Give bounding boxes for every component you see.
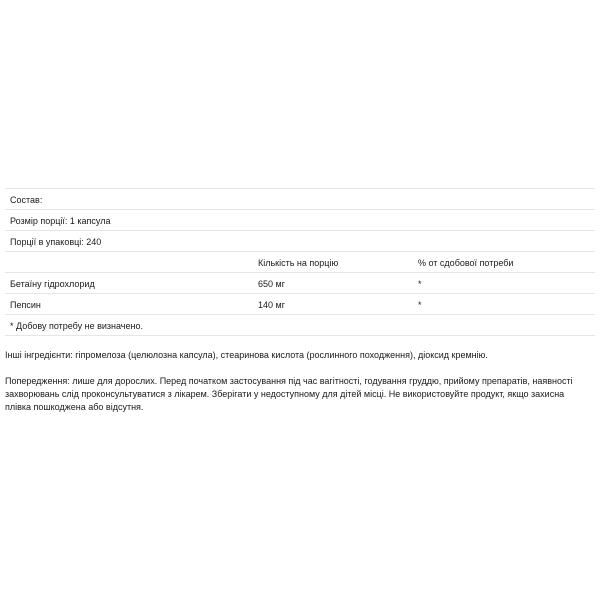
table-row <box>5 293 595 314</box>
composition-label: Состав: <box>10 195 43 205</box>
warning-text: лише для дорослих. Перед початком застосування під час вагітності, годування груддю, прийому препаратів, наявності захворювань слід проконсультуватися з лікарем. Зберігати у недоступному для дітей місці. Не використовуйте продукт, якщо захисна плівка пошкоджена або відсутня. <box>5 376 573 412</box>
servings-per-container-row <box>5 230 595 251</box>
other-ingredients <box>5 349 590 362</box>
footnote: * Добову потребу не визначено. <box>10 321 143 331</box>
ingredient-amount: 650 мг <box>258 279 285 289</box>
composition-row <box>5 188 595 209</box>
ingredient-daily-value: * <box>418 300 422 310</box>
footnote-row <box>5 314 595 336</box>
table-row <box>5 272 595 293</box>
ingredient-daily-value: * <box>418 279 422 289</box>
warning-label: Попередження: <box>5 376 70 386</box>
header-daily-value: % от сдобової потреби <box>418 258 514 268</box>
ingredient-name: Пепсин <box>10 300 41 310</box>
other-ingredients-text: гіпромелоза (целюлозна капсула), стеаринова кислота (рослинного походження), діоксид кремнію. <box>72 350 488 360</box>
table-header-row <box>5 251 595 272</box>
header-amount: Кількість на порцію <box>258 258 339 268</box>
ingredient-amount: 140 мг <box>258 300 285 310</box>
other-ingredients-label: Інші інгредієнти: <box>5 350 73 360</box>
serving-size: Розмір порції: 1 капсула <box>10 216 111 226</box>
warning <box>5 375 590 414</box>
supplement-facts-table <box>5 188 595 336</box>
serving-size-row <box>5 209 595 230</box>
servings-per-container: Порції в упаковці: 240 <box>10 237 102 247</box>
ingredient-name: Бетаїну гідрохлорид <box>10 279 95 289</box>
